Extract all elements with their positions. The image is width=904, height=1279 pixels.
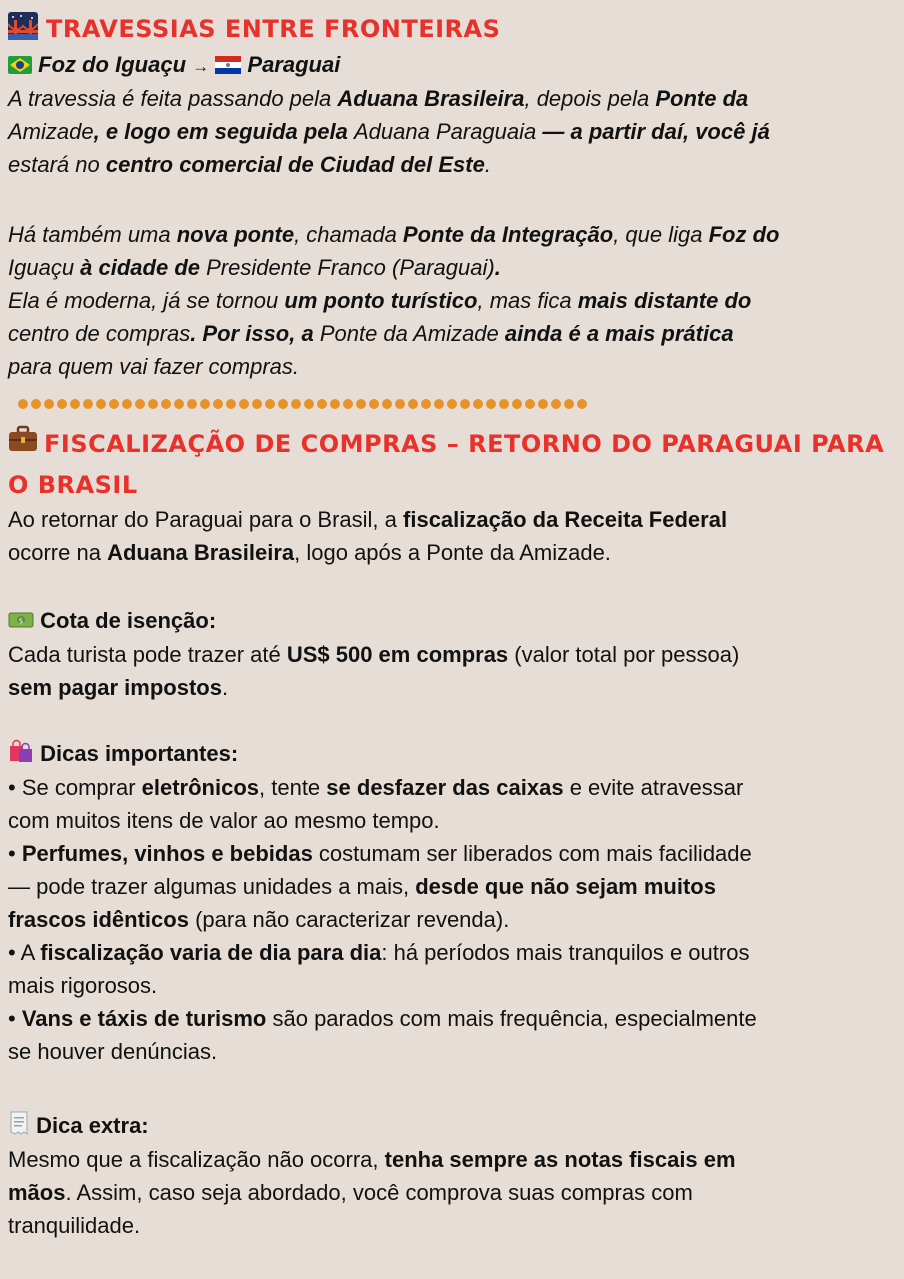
bold-text: Ponte da [655, 86, 749, 111]
cota-title: Cota de isenção: [40, 608, 217, 633]
text-line [8, 148, 491, 181]
text-segment: A travessia é feita passando pela [8, 86, 338, 111]
bold-text: , e logo em seguida pela [93, 119, 354, 144]
text-segment: • Se comprar [8, 775, 142, 800]
receipt-icon [8, 1111, 30, 1144]
divider-dot [421, 399, 431, 409]
bold-text: desde que não sejam muitos [415, 874, 716, 899]
divider-dot [83, 399, 93, 409]
section1-title: TRAVESSIAS ENTRE FRONTEIRAS [46, 14, 501, 43]
cota-header [8, 604, 216, 639]
text-line [8, 317, 734, 350]
divider-dot [382, 399, 392, 409]
text-segment: para quem vai fazer compras. [8, 354, 300, 379]
section2-header [8, 424, 888, 505]
text-line [8, 350, 299, 383]
text-segment: (valor total por pessoa) [508, 642, 740, 667]
text-segment: Aduana Paraguaia [354, 119, 537, 144]
text-line [8, 1143, 736, 1176]
divider-dot [174, 399, 184, 409]
section1-header [8, 12, 500, 45]
route-from: Foz do Iguaçu [38, 52, 187, 77]
text-segment: Presidente Franco (Paraguai) [206, 255, 495, 280]
divider-dot [512, 399, 522, 409]
extra-title: Dica extra: [36, 1113, 149, 1138]
divider-dot [200, 399, 210, 409]
text-segment: . [221, 675, 229, 700]
bold-text: Ponte da Integração [402, 222, 614, 247]
text-segment: são parados com mais frequência, especialmente [266, 1006, 757, 1031]
divider-dot [330, 399, 340, 409]
bold-text: mais distante do [577, 288, 752, 313]
divider-dot [148, 399, 158, 409]
bold-text: . [494, 255, 501, 280]
bold-text: frascos idênticos [8, 907, 189, 932]
divider-dot [356, 399, 366, 409]
text-segment: , tente [259, 775, 327, 800]
svg-text:$: $ [18, 616, 24, 626]
text-line [8, 903, 509, 936]
bold-text: Aduana Brasileira [107, 540, 295, 565]
text-segment: Amizade [8, 119, 94, 144]
bridge-icon [8, 12, 38, 45]
text-segment: , logo após a Ponte da Amizade. [294, 540, 611, 565]
text-line [8, 671, 228, 704]
route-line [8, 48, 340, 83]
text-segment: com muitos itens de valor ao mesmo tempo. [8, 808, 440, 833]
text-segment: • A [8, 940, 41, 965]
bold-text: um ponto turístico [284, 288, 478, 313]
money-icon [8, 606, 34, 639]
text-line [8, 837, 752, 870]
text-segment: estará no [8, 152, 106, 177]
text-segment: costumam ser liberados com mais facilidade [312, 841, 752, 866]
divider-dot [135, 399, 145, 409]
bold-text: fiscalização varia de dia para dia [40, 940, 382, 965]
divider-dot [473, 399, 483, 409]
bold-text: ainda é a mais prática [498, 321, 734, 346]
divider-dot [525, 399, 535, 409]
text-segment: • [8, 1006, 22, 1031]
divider-dot [486, 399, 496, 409]
text-segment: , que liga [613, 222, 709, 247]
text-segment: se houver denúncias. [8, 1039, 218, 1064]
text-line [8, 638, 739, 671]
divider-dot [161, 399, 171, 409]
text-segment: . [484, 152, 491, 177]
divider-dot [278, 399, 288, 409]
text-line [8, 82, 748, 115]
text-segment: Ao retornar do Paraguai para o Brasil, a [8, 507, 404, 532]
divider-dot [343, 399, 353, 409]
bold-text: Vans e táxis de turismo [21, 1006, 267, 1031]
text-segment: • [8, 841, 22, 866]
paraguay-flag-icon [215, 50, 241, 83]
bold-text: sem pagar impostos [8, 675, 222, 700]
divider-dot [408, 399, 418, 409]
text-line [8, 284, 751, 317]
divider-dot [460, 399, 470, 409]
text-segment: : há períodos mais tranquilos e outros [381, 940, 750, 965]
text-segment: Iguaçu [8, 255, 75, 280]
divider-dot [551, 399, 561, 409]
text-segment: Há também uma [8, 222, 177, 247]
divider-dot [57, 399, 67, 409]
bold-text: mãos [8, 1180, 66, 1205]
divider-dot [226, 399, 236, 409]
text-line [8, 936, 749, 969]
divider-dot [499, 399, 509, 409]
bold-text: Aduana Brasileira [337, 86, 525, 111]
bold-text: — a partir daí, você já [536, 119, 770, 144]
shopping-bags-icon [8, 739, 34, 772]
text-segment: , depois pela [524, 86, 656, 111]
text-line [8, 1176, 693, 1209]
text-line [8, 536, 611, 569]
text-line [8, 251, 501, 284]
bold-text: . Por isso, a [190, 321, 320, 346]
route-arrow: → [192, 57, 210, 76]
text-line [8, 804, 440, 837]
bold-text: à cidade de [74, 255, 207, 280]
divider-dot [265, 399, 275, 409]
divider-dot [291, 399, 301, 409]
text-line [8, 771, 743, 804]
text-segment: . Assim, caso seja abordado, você comprova suas compras com [65, 1180, 693, 1205]
section2-title: FISCALIZAÇÃO DE COMPRAS – RETORNO DO PARAGUAI PARA O BRASIL [8, 430, 885, 499]
bold-text: Perfumes, vinhos e bebidas [21, 841, 313, 866]
divider-dot [96, 399, 106, 409]
bold-text: centro comercial de Ciudad del Este [105, 152, 485, 177]
dicas-header [8, 737, 238, 772]
bold-text: nova ponte [176, 222, 295, 247]
text-line [8, 969, 157, 1002]
divider-dot [434, 399, 444, 409]
text-line [8, 1209, 140, 1242]
text-line [8, 503, 727, 536]
bold-text: tenha sempre as notas fiscais em [384, 1147, 736, 1172]
divider-dot [395, 399, 405, 409]
text-segment: e evite atravessar [563, 775, 744, 800]
text-segment: Ponte da Amizade [319, 321, 499, 346]
divider-dot [447, 399, 457, 409]
text-segment: Ela é moderna, já se tornou [8, 288, 285, 313]
text-segment: , mas fica [477, 288, 578, 313]
bold-text: fiscalização da Receita Federal [403, 507, 728, 532]
text-segment: Mesmo que a fiscalização não ocorra, [8, 1147, 385, 1172]
brazil-flag-icon [8, 50, 32, 83]
divider-dot [70, 399, 80, 409]
bold-text: se desfazer das caixas [326, 775, 564, 800]
text-line [8, 1002, 757, 1035]
dicas-title: Dicas importantes: [40, 741, 239, 766]
divider-dot [304, 399, 314, 409]
text-segment: centro de compras [8, 321, 191, 346]
bold-text: eletrônicos [141, 775, 260, 800]
divider-dot [31, 399, 41, 409]
text-segment: (para não caracterizar revenda). [188, 907, 510, 932]
bold-text: US$ 500 em compras [286, 642, 509, 667]
divider-dot [317, 399, 327, 409]
text-segment: mais rigorosos. [8, 973, 158, 998]
text-line [8, 870, 716, 903]
divider-dot [239, 399, 249, 409]
text-line [8, 218, 779, 251]
divider-dot [538, 399, 548, 409]
divider-dot [577, 399, 587, 409]
bold-text: Foz do [708, 222, 780, 247]
divider-dot [187, 399, 197, 409]
text-segment: ocorre na [8, 540, 108, 565]
text-line [8, 115, 770, 148]
divider-dot [18, 399, 28, 409]
text-segment: , chamada [294, 222, 403, 247]
briefcase-icon [8, 425, 38, 465]
text-segment: tranquilidade. [8, 1213, 141, 1238]
divider-dot [252, 399, 262, 409]
divider-dot [213, 399, 223, 409]
text-segment: — pode trazer algumas unidades a mais, [8, 874, 416, 899]
divider-dot [369, 399, 379, 409]
route-to: Paraguai [247, 52, 341, 77]
text-segment: Cada turista pode trazer até [8, 642, 287, 667]
text-line [8, 1035, 217, 1068]
divider-dot [122, 399, 132, 409]
divider-dot [564, 399, 574, 409]
dotted-divider [18, 399, 594, 411]
divider-dot [109, 399, 119, 409]
extra-header [8, 1109, 149, 1144]
divider-dot [44, 399, 54, 409]
